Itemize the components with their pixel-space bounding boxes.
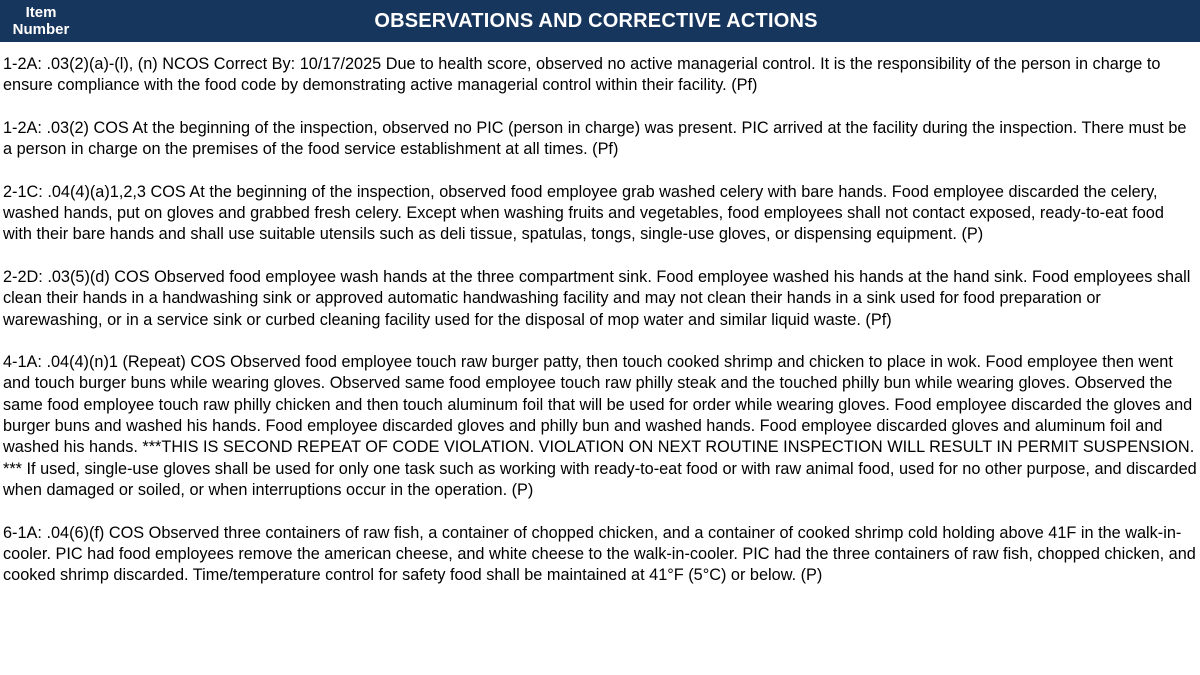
observation-entry: 1-2A: .03(2) COS At the beginning of the inspection, observed no PIC (person in charge) was present. PIC arrived at the facility during the inspection. There must be a person in charge on the premises of the food service establishment at all times. (Pf) (3, 118, 1187, 159)
observation-entry: 1-2A: .03(2)(a)-(l), (n) NCOS Correct By: 10/17/2025 Due to health score, observed no active managerial control. It is the responsibility of the person in charge to ensure compliance with the food code by demonstrating active managerial control within their facility. (Pf) (3, 55, 1161, 95)
item-label-line1: Item (25, 4, 57, 21)
item-number-column-header (0, 4, 82, 38)
observation-entry: 2-1C: .04(4)(a)1,2,3 COS At the beginning of the inspection, observed food employee grab washed celery with bare hands. Food employee discarded the celery, washed hands, put on gloves and grabbed fresh celery. Except when washing fruits and vegetables, food employees shall not contact exposed, ready-to-eat food with their bare hands and shall use suitable utensils such as deli tissue, spatulas, tongs, single-use gloves, or dispensing equipment. (P) (3, 182, 1164, 244)
observation-entry: 2-2D: .03(5)(d) COS Observed food employee wash hands at the three compartment sink. Food employee washed his hands at the hand sink. Food employees shall clean their hands in a handwashing sink or approved automatic handwashing facility and may not clean their hands in a sink used for food preparation or warewashing, or in a service sink or curbed cleaning facility used for the disposal of mop water and similar liquid waste. (Pf) (3, 267, 1191, 329)
observations-list (3, 54, 1197, 608)
observations-column-header: OBSERVATIONS AND CORRECTIVE ACTIONS (374, 9, 818, 32)
table-header (0, 0, 1200, 42)
item-label-line2: Number (12, 21, 70, 38)
observation-entry: 6-1A: .04(6)(f) COS Observed three containers of raw fish, a container of chopped chicken, and a container of cooked shrimp cold holding above 41F in the walk-in-cooler. PIC had food employees remove the american cheese, and white cheese to the walk-in-cooler. PIC had the three containers of raw fish, chopped chicken, and cooked shrimp discarded. Time/temperature control for safety food shall be maintained at 41°F (5°C) or below. (P) (3, 523, 1196, 585)
observation-entry: 4-1A: .04(4)(n)1 (Repeat) COS Observed food employee touch raw burger patty, then touch cooked shrimp and chicken to place in wok. Food employee then went and touch burger buns while wearing gloves. Observed same food employee touch raw philly steak and the touched philly bun while wearing gloves. Observed the same food employee touch raw philly chicken and then touch aluminum foil that will be used for order while wearing gloves. Food employee discarded the gloves and burger buns and washed his hands. Food employee discarded gloves and philly bun and washed hands. Food employee discarded gloves and aluminum foil and washed his hands. ***THIS IS SECOND REPEAT OF CODE VIOLATION. VIOLATION ON NEXT ROUTINE INSPECTION WILL RESULT IN PERMIT SUSPENSION. *** If used, single-use gloves shall be used for only one task such as working with ready-to-eat food or with raw animal food, used for no other purpose, and discarded when damaged or soiled, or when interruptions occur in the operation. (P) (3, 353, 1197, 499)
